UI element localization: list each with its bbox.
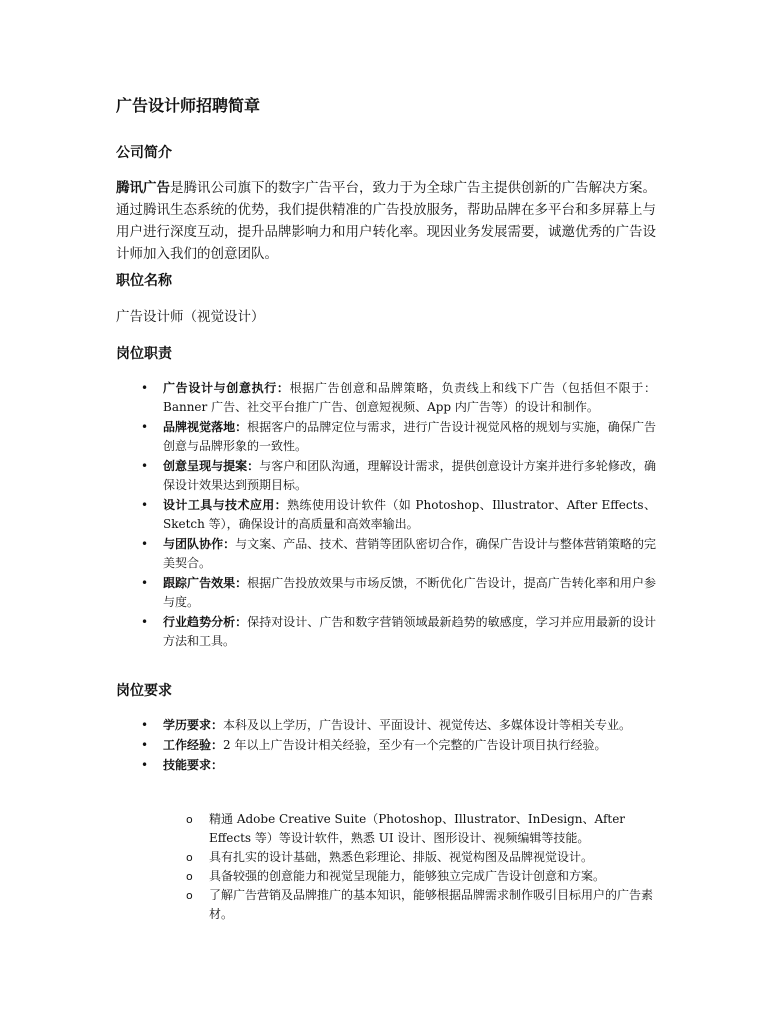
circle-bullet-icon: o — [186, 851, 193, 864]
skills-list — [116, 810, 656, 924]
duty-item: • 品牌视觉落地：根据客户的品牌定位与需求，进行广告设计视觉风格的规划与实施，确保广告创意与品牌形象的一致性。 — [141, 420, 656, 453]
requirement-item: • 工作经验：2 年以上广告设计相关经验，至少有一个完整的广告设计项目执行经验。 — [116, 736, 656, 755]
position-name-heading: 职位名称 — [116, 273, 172, 289]
company-intro-text: 是腾讯公司旗下的数字广告平台，致力于为全球广告主提供创新的广告解决方案。通过腾讯生态系统的优势，我们提供精准的广告投放服务，帮助品牌在多平台和多屏幕上与用户进行深度互动，提升品牌影响力和用户转化率。现因业务发展需要，诚邀优秀的广告设计师加入我们的创意团队。 — [116, 180, 656, 262]
skill-item: o 具有扎实的设计基础，熟悉色彩理论、排版、视觉构图及品牌视觉设计。 — [116, 848, 656, 867]
bullet-icon: • — [141, 738, 149, 752]
duties-heading: 岗位职责 — [116, 346, 172, 362]
bullet-icon: • — [141, 420, 149, 434]
bullet-icon: • — [141, 498, 149, 512]
circle-bullet-icon: o — [186, 870, 193, 883]
duty-item: • 广告设计与创意执行：根据广告创意和品牌策略，负责线上和线下广告（包括但不限于：Banner 广告、社交平台推广广告、创意短视频、App 内广告等）的设计和制作。 — [141, 381, 656, 414]
duty-item: • 与团队协作：与文案、产品、技术、营销等团队密切合作，确保广告设计与整体营销策略的完美契合。 — [141, 537, 656, 570]
bullet-icon: • — [141, 615, 149, 629]
requirements-list — [116, 716, 656, 776]
duty-item: • 创意呈现与提案：与客户和团队沟通，理解设计需求，提供创意设计方案并进行多轮修改，确保设计效果达到预期目标。 — [141, 459, 656, 492]
bullet-icon: • — [141, 718, 149, 732]
bullet-icon: • — [141, 537, 149, 551]
requirement-item: • 技能要求： — [116, 756, 656, 775]
duty-item: • 跟踪广告效果：根据广告投放效果与市场反馈，不断优化广告设计，提高广告转化率和用户参与度。 — [141, 576, 656, 609]
duties-list — [116, 379, 656, 652]
company-intro-paragraph — [116, 177, 656, 265]
bullet-icon: • — [141, 459, 149, 473]
bullet-icon: • — [141, 576, 149, 590]
skill-item: o 具备较强的创意能力和视觉呈现能力，能够独立完成广告设计创意和方案。 — [116, 867, 656, 886]
bullet-icon: • — [141, 381, 149, 395]
requirement-item: • 学历要求：本科及以上学历，广告设计、平面设计、视觉传达、多媒体设计等相关专业。 — [116, 716, 656, 735]
duty-item: • 行业趋势分析：保持对设计、广告和数字营销领域最新趋势的敏感度，学习并应用最新的设计方法和工具。 — [141, 615, 656, 648]
bullet-icon: • — [141, 758, 149, 772]
duty-item: • 设计工具与技术应用：熟练使用设计软件（如 Photoshop、Illustrator、After Effects、Sketch 等），确保设计的高质量和高效率输出。 — [141, 498, 656, 531]
document-title: 广告设计师招聘简章 — [116, 96, 261, 115]
skill-item: o 精通 Adobe Creative Suite（Photoshop、Illustrator、InDesign、After Effects 等）等设计软件，熟悉 UI 设计、图形设计、视频编辑等技能。 — [186, 812, 626, 845]
circle-bullet-icon: o — [186, 889, 193, 902]
skill-item: o 了解广告营销及品牌推广的基本知识，能够根据品牌需求制作吸引目标用户的广告素材。 — [186, 888, 654, 921]
company-intro-heading: 公司简介 — [116, 145, 172, 161]
circle-bullet-icon: o — [186, 813, 193, 826]
requirements-heading: 岗位要求 — [116, 683, 172, 699]
company-name: 腾讯广告 — [116, 180, 170, 196]
position-name-text: 广告设计师（视觉设计） — [116, 309, 265, 325]
